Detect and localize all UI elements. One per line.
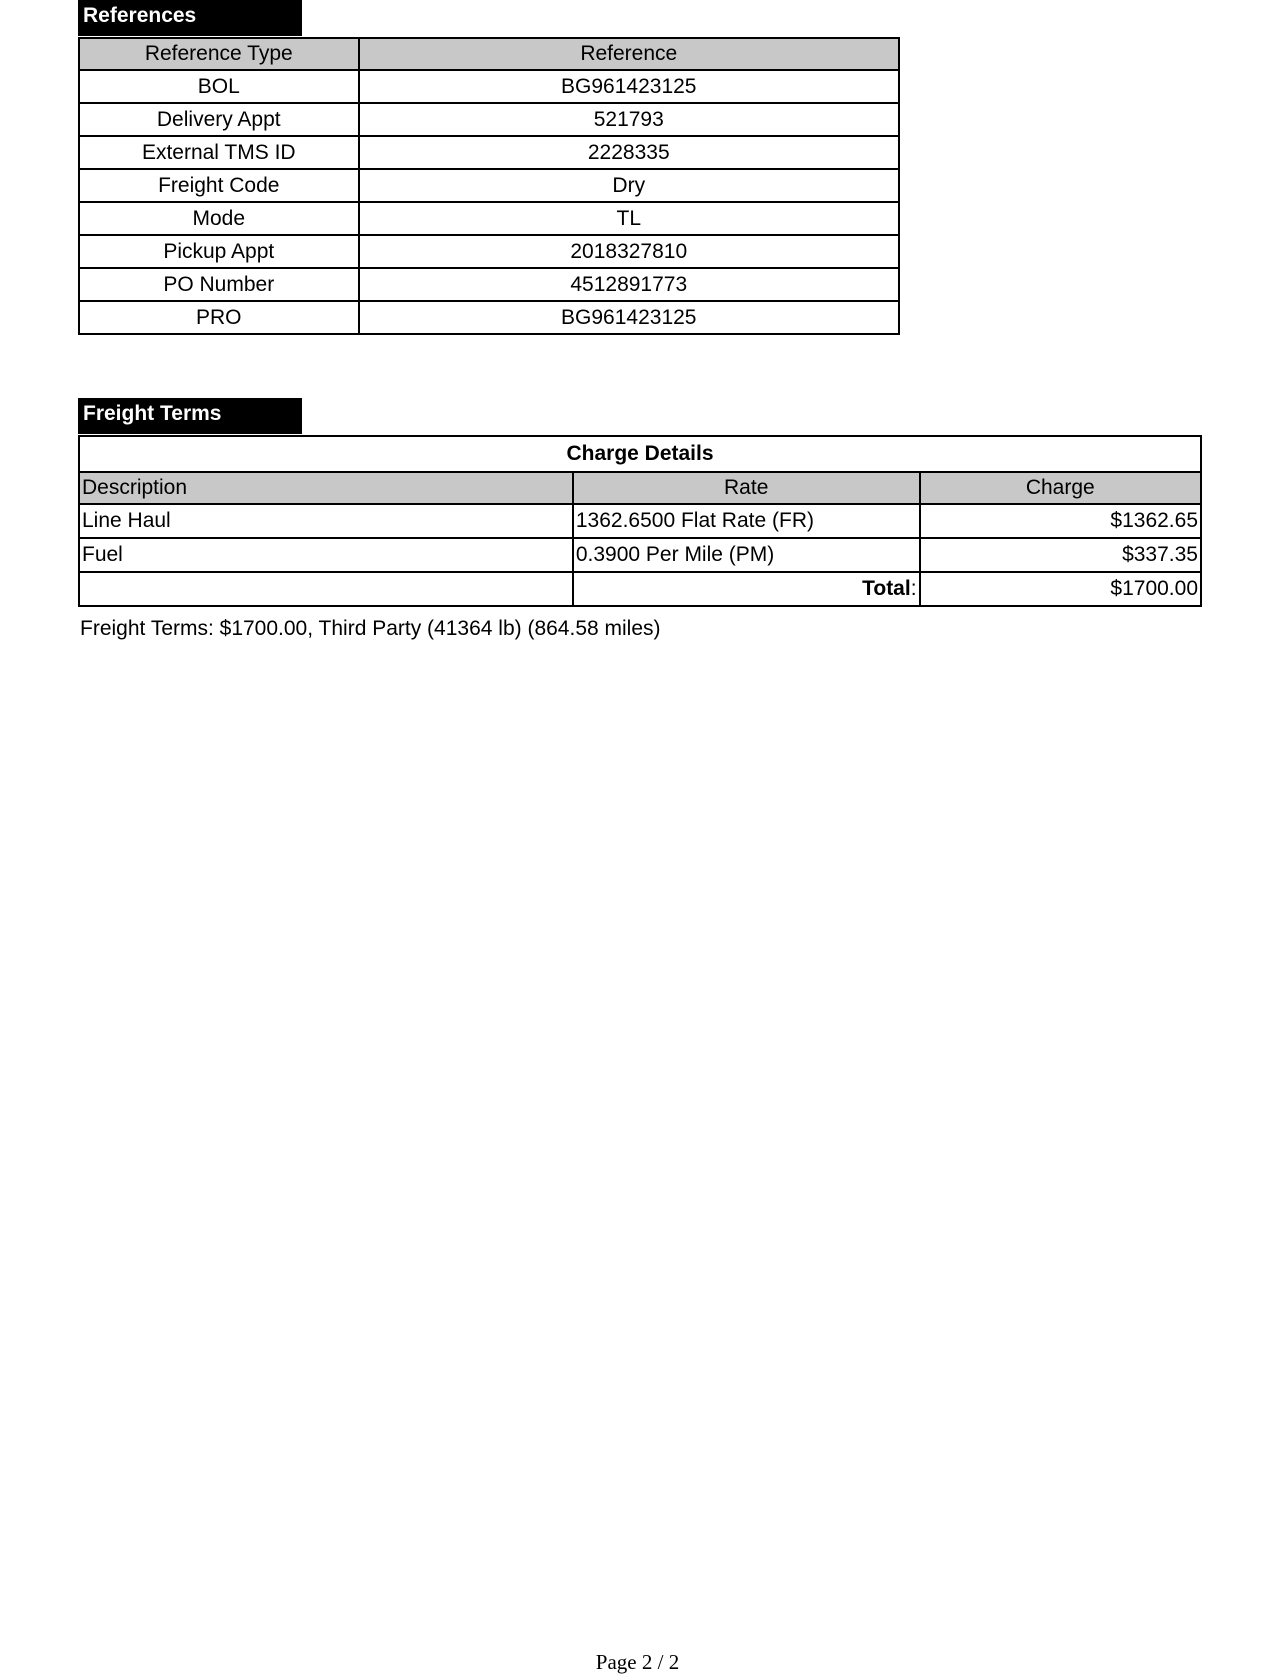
reference-value-cell: 2018327810 [359,235,899,268]
total-value-cell: $1700.00 [920,572,1201,606]
reference-value-cell: 4512891773 [359,268,899,301]
table-row [79,235,899,268]
reference-type-cell: Delivery Appt [79,103,359,136]
charge-details-caption: Charge Details [79,436,1201,472]
table-row [79,538,1201,572]
table-row [79,268,899,301]
table-row [79,136,899,169]
references-header-row [79,38,899,70]
freight-terms-title: Freight Terms [78,398,302,434]
header-reference-type: Reference Type [79,38,359,70]
charge-rate-cell: 0.3900 Per Mile (PM) [573,538,920,572]
table-row [79,169,899,202]
reference-type-cell: BOL [79,70,359,103]
total-colon: : [910,577,917,600]
charge-rate-cell: 1362.6500 Flat Rate (FR) [573,504,920,538]
references-table [78,37,900,335]
total-row [79,572,1201,606]
charge-caption-row [79,436,1201,472]
charge-description-cell: Fuel [79,538,573,572]
charge-header-row [79,472,1201,504]
table-row [79,70,899,103]
total-label: Total [862,577,911,600]
page-number: Page 2 / 2 [595,1650,680,1674]
reference-value-cell: 2228335 [359,136,899,169]
charge-description-cell: Line Haul [79,504,573,538]
header-description: Description [79,472,573,504]
header-charge: Charge [920,472,1201,504]
reference-type-cell: Pickup Appt [79,235,359,268]
references-title: References [78,0,302,36]
table-row [79,103,899,136]
reference-value-cell: 521793 [359,103,899,136]
total-label-cell [573,572,920,606]
reference-value-cell: BG961423125 [359,301,899,334]
reference-type-cell: External TMS ID [79,136,359,169]
freight-terms-note: Freight Terms: $1700.00, Third Party (41364 lb) (864.58 miles) [80,617,661,640]
reference-type-cell: Freight Code [79,169,359,202]
table-row [79,301,899,334]
header-reference: Reference [359,38,899,70]
reference-value-cell: Dry [359,169,899,202]
reference-value-cell: BG961423125 [359,70,899,103]
header-rate: Rate [573,472,920,504]
charge-amount-cell: $337.35 [920,538,1201,572]
reference-type-cell: PO Number [79,268,359,301]
charge-details-table [78,435,1202,607]
table-row [79,202,899,235]
table-row [79,504,1201,538]
reference-type-cell: Mode [79,202,359,235]
reference-type-cell: PRO [79,301,359,334]
charge-amount-cell: $1362.65 [920,504,1201,538]
total-empty-cell [79,572,573,606]
reference-value-cell: TL [359,202,899,235]
